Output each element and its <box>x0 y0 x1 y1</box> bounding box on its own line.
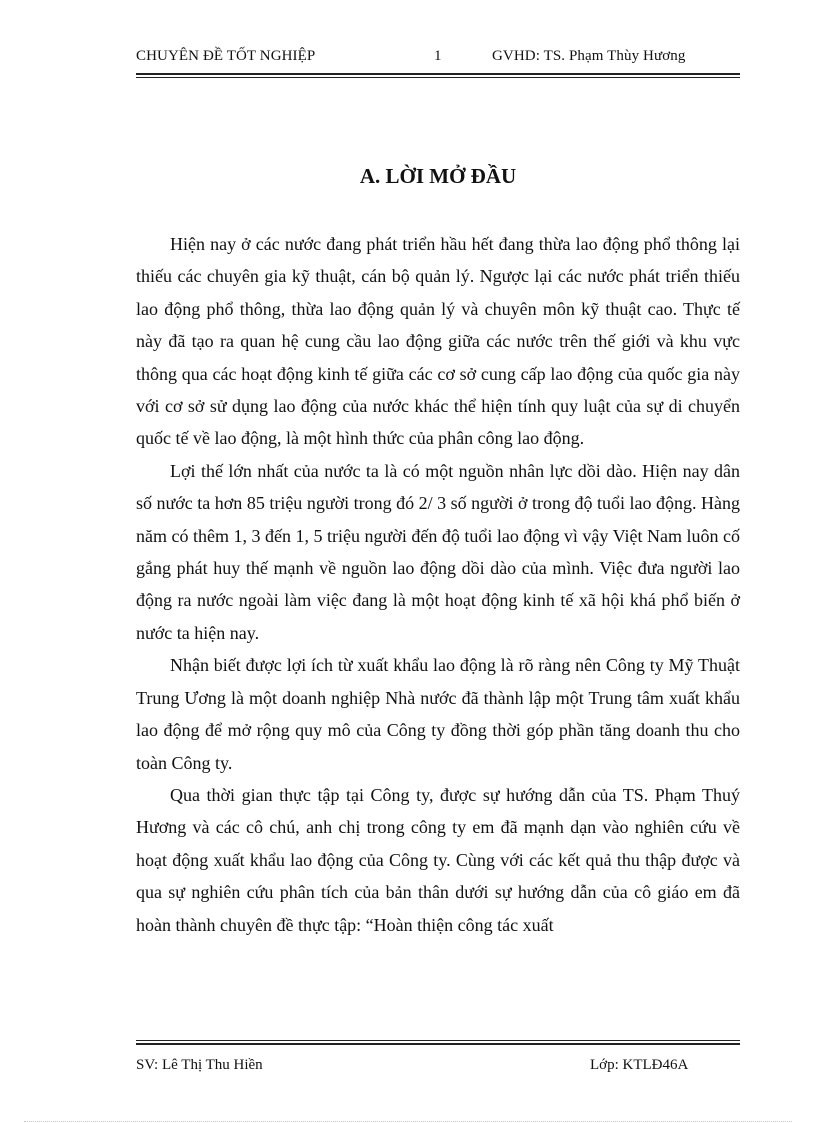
footer-class: Lớp: KTLĐ46A <box>590 1057 689 1073</box>
page-footer <box>136 1057 740 1079</box>
paragraph-2: Lợi thế lớn nhất của nước ta là có một nguồn nhân lực dồi dào. Hiện nay dân số nước ta hơn 85 triệu người trong đó 2/ 3 số người ở trong độ tuổi lao động. Hàng năm có thêm 1, 3 đến 1, 5 triệu người đến độ tuổi lao động vì vậy Việt Nam luôn cố gắng phát huy thế mạnh về nguồn lao động dồi dào của mình. Việc đưa người lao động ra nước ngoài làm việc đang là một hoạt động kinh tế xã hội khá phổ biến ở nước ta hiện nay. <box>136 460 740 643</box>
paragraph-1: Hiện nay ở các nước đang phát triển hầu hết đang thừa lao động phổ thông lại thiếu các chuyên gia kỹ thuật, cán bộ quản lý. Ngược lại các nước phát triển thiếu lao động phổ thông, thừa lao động quản lý và chuyên môn kỹ thuật cao. Thực tế này đã tạo ra quan hệ cung cầu lao động giữa các nước trên thế giới và khu vực thông qua các hoạt động kinh tế giữa các cơ sở cung cấp lao động của quốc gia này với cơ sở sử dụng lao động của nước khác thể hiện tính quy luật của sự di chuyển quốc tế về lao động, là một hình thức của phân công lao động. <box>136 234 740 449</box>
header-rule-thin <box>136 77 740 78</box>
page-number: 1 <box>434 48 442 64</box>
section-title: A. LỜI MỞ ĐẦU <box>359 164 517 188</box>
footer-student: SV: Lê Thị Thu Hiền <box>136 1057 263 1073</box>
header-advisor: GVHD: TS. Phạm Thùy Hương <box>492 48 686 64</box>
header-thesis-label: CHUYÊN ĐỀ TỐT NGHIỆP <box>136 48 316 64</box>
footer-rule-thin <box>136 1040 740 1041</box>
paragraph-4: Qua thời gian thực tập tại Công ty, được sự hướng dẫn của TS. Phạm Thuý Hương và các cô chú, anh chị trong công ty em đã mạnh dạn vào nghiên cứu về hoạt động xuất khẩu lao động của Công ty. Cùng với các kết quả thu thập được và qua sự nghiên cứu phân tích của bản thân dưới sự hướng dẫn của cô giáo em đã hoàn thành chuyên đề thực tập: “Hoàn thiện công tác xuất <box>136 784 740 935</box>
paragraph-3: Nhận biết được lợi ích từ xuất khẩu lao động là rõ ràng nên Công ty Mỹ Thuật Trung Ương là một doanh nghiệp Nhà nước đã thành lập một Trung tâm xuất khẩu lao động để mở rộng quy mô của Công ty đồng thời góp phần tăng doanh thu cho toàn Công ty. <box>136 655 740 773</box>
body-text <box>136 228 740 941</box>
page-edge-divider <box>24 1121 792 1122</box>
page-header <box>136 48 740 70</box>
header-rule-thick <box>136 73 740 75</box>
footer-rule-thick <box>136 1043 740 1045</box>
